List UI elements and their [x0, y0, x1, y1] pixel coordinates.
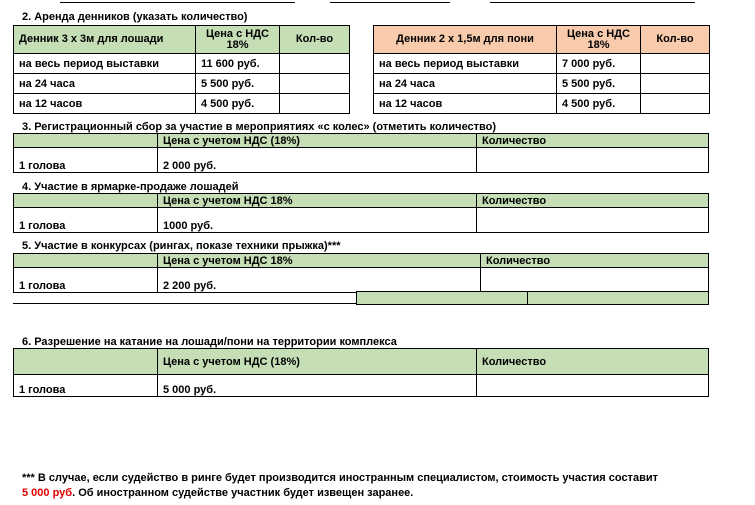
section6-row-qty[interactable] [477, 375, 709, 397]
section5-header-blank [14, 254, 158, 268]
section2-right-row2-qty[interactable] [641, 94, 710, 114]
section6-row-label: 1 голова [14, 375, 158, 397]
section2-left-row1-qty[interactable] [280, 74, 350, 94]
section2-left-table [13, 25, 350, 114]
section2-right-row2-price: 4 500 руб. [557, 94, 641, 114]
section5-header-qty: Количество [481, 254, 709, 268]
section4-title: 4. Участие в ярмарке-продаже лошадей [22, 181, 239, 193]
header-underline-right [490, 0, 695, 3]
section2-left-row1-label: на 24 часа [14, 74, 196, 94]
section5-row-qty[interactable] [481, 268, 709, 293]
section2-right-header-qty: Кол-во [641, 26, 710, 54]
section2-left-row1-price: 5 500 руб. [196, 74, 280, 94]
section3-row-price: 2 000 руб. [158, 148, 477, 173]
section4-row-qty[interactable] [477, 208, 709, 233]
section3-row-label: 1 голова [14, 148, 158, 173]
section2-left-row0-label: на весь период выставки [14, 54, 196, 74]
section2-left-header-horse-stall: Денник 3 х 3м для лошади [14, 26, 196, 54]
section4-header-price: Цена с учетом НДС 18% [158, 194, 477, 208]
section5-table [13, 253, 709, 293]
section4-header-qty: Количество [477, 194, 709, 208]
section2-right-header-price: Цена с НДС 18% [557, 26, 641, 54]
section5-header-price: Цена с учетом НДС 18% [158, 254, 481, 268]
section2-right-row2-label: на 12 часов [374, 94, 557, 114]
section4-header-blank [14, 194, 158, 208]
section2-right-row0-label: на весь период выставки [374, 54, 557, 74]
section6-table [13, 348, 709, 397]
section3-header-qty: Количество [477, 134, 709, 148]
section3-title: 3. Регистрационный сбор за участие в мероприятиях «с колес» (отметить количество) [22, 121, 497, 133]
section2-right-row0-price: 7 000 руб. [557, 54, 641, 74]
section5-extra-row-line [13, 303, 356, 304]
section2-left-row2-price: 4 500 руб. [196, 94, 280, 114]
section2-left-row2-qty[interactable] [280, 94, 350, 114]
footnote-line2 [22, 486, 658, 501]
footnote-amount: 5 000 руб [22, 487, 73, 499]
section3-header-price: Цена с учетом НДС (18%) [158, 134, 477, 148]
section2-left-row0-qty[interactable] [280, 54, 350, 74]
section3-header-blank [14, 134, 158, 148]
section6-row-price: 5 000 руб. [158, 375, 477, 397]
section6-header-blank [14, 349, 158, 375]
section2-right-row1-qty[interactable] [641, 74, 710, 94]
section2-right-row0-qty[interactable] [641, 54, 710, 74]
section5-extra-row-right [527, 291, 709, 305]
section2-right-table [373, 25, 710, 114]
section3-table [13, 133, 709, 173]
section5-extra-row-left [356, 291, 528, 305]
section2-title: 2. Аренда денников (указать количество) [22, 11, 248, 23]
section2-left-header-price: Цена с НДС 18% [196, 26, 280, 54]
section2-right-row1-price: 5 500 руб. [557, 74, 641, 94]
header-underline-left [60, 0, 295, 3]
section6-header-qty: Количество [477, 349, 709, 375]
section5-title: 5. Участие в конкурсах (рингах, показе техники прыжка)*** [22, 240, 341, 252]
section2-left-row0-price: 11 600 руб. [196, 54, 280, 74]
section6-title: 6. Разрешение на катание на лошади/пони на территории комплекса [22, 336, 397, 348]
section2-left-row2-label: на 12 часов [14, 94, 196, 114]
section5-row-price: 2 200 руб. [158, 268, 481, 293]
header-underline-middle [330, 0, 450, 3]
section6-header-price: Цена с учетом НДС (18%) [158, 349, 477, 375]
footnote-line2-rest: . Об иностранном судействе участник будет извещен заранее. [72, 487, 414, 499]
footnote [22, 471, 658, 501]
section4-table [13, 193, 709, 233]
section2-left-header-qty: Кол-во [280, 26, 350, 54]
footnote-line1: *** В случае, если судейство в ринге будет производится иностранным специалистом, стоимость участия составит [22, 472, 658, 484]
section4-row-price: 1000 руб. [158, 208, 477, 233]
section2-right-header-pony-stall: Денник 2 х 1,5м для пони [374, 26, 557, 54]
section2-right-row1-label: на 24 часа [374, 74, 557, 94]
section5-row-label: 1 голова [14, 268, 158, 293]
section4-row-label: 1 голова [14, 208, 158, 233]
section3-row-qty[interactable] [477, 148, 709, 173]
